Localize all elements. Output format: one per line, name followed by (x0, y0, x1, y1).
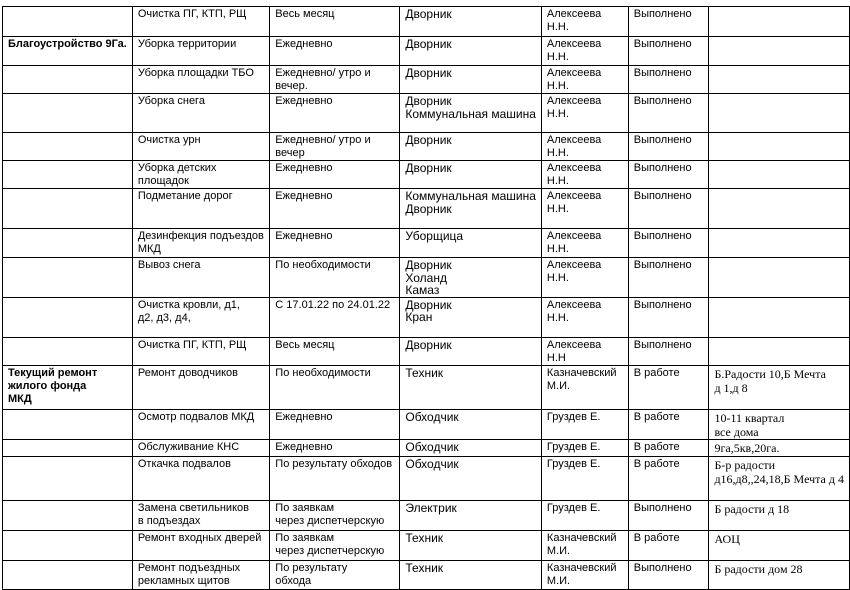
executor-cell: Электрик (400, 500, 542, 530)
period-cell: Ежедневно (270, 94, 400, 133)
section-cell (3, 7, 133, 37)
status-cell: В работе (628, 456, 709, 500)
task-cell: Откачка подвалов (132, 456, 269, 500)
period-cell: С 17.01.22 по 24.01.22 (270, 297, 400, 337)
status-cell: Выполнено (628, 258, 709, 298)
responsible-cell: Алексеева Н.Н. (541, 37, 628, 66)
period-cell: Ежедневно/ утро и вечер (270, 133, 400, 161)
note-cell: 10-11 квартал все дома (709, 409, 850, 439)
note-cell (709, 66, 850, 94)
executor-cell: Техник (400, 530, 542, 560)
executor-cell: Обходчик (400, 409, 542, 439)
executor-cell: Техник (400, 560, 542, 589)
table-row (3, 7, 850, 37)
responsible-cell: Алексеева Н.Н. (541, 229, 628, 258)
task-cell: Ремонт доводчиков (132, 365, 269, 409)
table-row (3, 229, 850, 258)
executor-cell: Коммунальная машина Дворник (400, 189, 542, 229)
period-cell: По заявкам через диспетчерскую (270, 530, 400, 560)
section-cell (3, 456, 133, 500)
responsible-cell: Алексеева Н.Н. (541, 297, 628, 337)
note-cell (709, 7, 850, 37)
status-cell: Выполнено (628, 37, 709, 66)
period-cell: Ежедневно/ утро и вечер. (270, 66, 400, 94)
section-cell (3, 560, 133, 589)
note-cell (709, 161, 850, 189)
section-cell (3, 161, 133, 189)
table-row (3, 560, 850, 589)
period-cell: По результату обходов (270, 456, 400, 500)
section-cell (3, 409, 133, 439)
period-cell: Ежедневно (270, 409, 400, 439)
table-row (3, 37, 850, 66)
note-cell (709, 229, 850, 258)
work-report-table (2, 6, 850, 590)
responsible-cell: Груздев Е. (541, 500, 628, 530)
table-row (3, 258, 850, 298)
task-cell: Замена светильников в подъездах (132, 500, 269, 530)
section-cell (3, 133, 133, 161)
executor-cell: Дворник Кран (400, 297, 542, 337)
responsible-cell: Алексеева Н.Н. (541, 133, 628, 161)
responsible-cell: Груздев Е. (541, 456, 628, 500)
table-row (3, 337, 850, 365)
section-cell: Текущий ремонт жилого фонда МКД (3, 365, 133, 409)
executor-cell: Дворник (400, 37, 542, 66)
executor-cell: Уборщица (400, 229, 542, 258)
table-row (3, 161, 850, 189)
section-cell (3, 189, 133, 229)
task-cell: Дезинфекция подъездов МКД (132, 229, 269, 258)
table-row (3, 94, 850, 133)
section-cell (3, 258, 133, 298)
status-cell: В работе (628, 439, 709, 456)
status-cell: В работе (628, 530, 709, 560)
executor-cell: Дворник Холанд Камаз (400, 258, 542, 298)
task-cell: Очистка кровли, д1, д2, д3, д4, (132, 297, 269, 337)
period-cell: Ежедневно (270, 189, 400, 229)
executor-cell: Дворник (400, 133, 542, 161)
note-cell (709, 258, 850, 298)
period-cell: Ежедневно (270, 229, 400, 258)
section-cell (3, 337, 133, 365)
responsible-cell: Алексеева Н.Н (541, 337, 628, 365)
section-cell (3, 530, 133, 560)
responsible-cell: Казначевский М.И. (541, 365, 628, 409)
section-cell (3, 229, 133, 258)
period-cell: По необходимости (270, 258, 400, 298)
task-cell: Очистка ПГ, КТП, РЩ (132, 7, 269, 37)
note-cell (709, 133, 850, 161)
executor-cell: Дворник (400, 337, 542, 365)
section-cell (3, 439, 133, 456)
period-cell: По результату обхода (270, 560, 400, 589)
executor-cell: Дворник Коммунальная машина (400, 94, 542, 133)
status-cell: В работе (628, 365, 709, 409)
task-cell: Уборка территории (132, 37, 269, 66)
executor-cell: Техник (400, 365, 542, 409)
executor-cell: Дворник (400, 66, 542, 94)
task-cell: Уборка снега (132, 94, 269, 133)
table-row (3, 456, 850, 500)
task-cell: Уборка детских площадок (132, 161, 269, 189)
responsible-cell: Алексеева Н.Н. (541, 258, 628, 298)
responsible-cell: Алексеева Н.Н. (541, 66, 628, 94)
section-cell (3, 94, 133, 133)
status-cell: Выполнено (628, 133, 709, 161)
section-cell (3, 500, 133, 530)
responsible-cell: Казначевский М.И. (541, 560, 628, 589)
responsible-cell: Алексеева Н.Н. (541, 94, 628, 133)
executor-cell: Обходчик (400, 456, 542, 500)
period-cell: По необходимости (270, 365, 400, 409)
responsible-cell: Груздев Е. (541, 409, 628, 439)
period-cell: Весь месяц (270, 7, 400, 37)
table-row (3, 66, 850, 94)
executor-cell: Обходчик (400, 439, 542, 456)
status-cell: Выполнено (628, 94, 709, 133)
note-cell (709, 337, 850, 365)
task-cell: Ремонт входных дверей (132, 530, 269, 560)
status-cell: Выполнено (628, 337, 709, 365)
status-cell: Выполнено (628, 66, 709, 94)
task-cell: Ремонт подъездных рекламных щитов (132, 560, 269, 589)
period-cell: Ежедневно (270, 161, 400, 189)
note-cell: 9га,5кв,20га. (709, 439, 850, 456)
period-cell: Ежедневно (270, 37, 400, 66)
note-cell (709, 37, 850, 66)
table-row (3, 500, 850, 530)
status-cell: Выполнено (628, 500, 709, 530)
note-cell: Б.Радости 10,Б Мечта д 1,д 8 (709, 365, 850, 409)
note-cell (709, 94, 850, 133)
note-cell: Б радости д 18 (709, 500, 850, 530)
status-cell: Выполнено (628, 229, 709, 258)
task-cell: Подметание дорог (132, 189, 269, 229)
status-cell: Выполнено (628, 7, 709, 37)
note-cell: Б-р радости д16,д8,,24,18,Б Мечта д 4 (709, 456, 850, 500)
note-cell: Б радости дом 28 (709, 560, 850, 589)
note-cell: АОЦ (709, 530, 850, 560)
task-cell: Очистка урн (132, 133, 269, 161)
responsible-cell: Груздев Е. (541, 439, 628, 456)
task-cell: Обслуживание КНС (132, 439, 269, 456)
status-cell: Выполнено (628, 297, 709, 337)
table-row (3, 189, 850, 229)
responsible-cell: Алексеева Н.Н. (541, 189, 628, 229)
task-cell: Осмотр подвалов МКД (132, 409, 269, 439)
table-row (3, 297, 850, 337)
section-cell (3, 66, 133, 94)
task-cell: Уборка площадки ТБО (132, 66, 269, 94)
table-row (3, 409, 850, 439)
note-cell (709, 189, 850, 229)
status-cell: Выполнено (628, 189, 709, 229)
responsible-cell: Алексеева Н.Н. (541, 161, 628, 189)
responsible-cell: Казначевский М.И. (541, 530, 628, 560)
executor-cell: Дворник (400, 7, 542, 37)
status-cell: Выполнено (628, 560, 709, 589)
table-row (3, 133, 850, 161)
period-cell: По заявкам через диспетчерскую (270, 500, 400, 530)
table-row (3, 439, 850, 456)
status-cell: В работе (628, 409, 709, 439)
table-row (3, 365, 850, 409)
period-cell: Ежедневно (270, 439, 400, 456)
task-cell: Очистка ПГ, КТП, РЩ (132, 337, 269, 365)
status-cell: Выполнено (628, 161, 709, 189)
note-cell (709, 297, 850, 337)
executor-cell: Дворник (400, 161, 542, 189)
task-cell: Вывоз снега (132, 258, 269, 298)
table-row (3, 530, 850, 560)
responsible-cell: Алексеева Н.Н. (541, 7, 628, 37)
section-cell: Благоустройство 9Га. (3, 37, 133, 66)
period-cell: Весь месяц (270, 337, 400, 365)
section-cell (3, 297, 133, 337)
